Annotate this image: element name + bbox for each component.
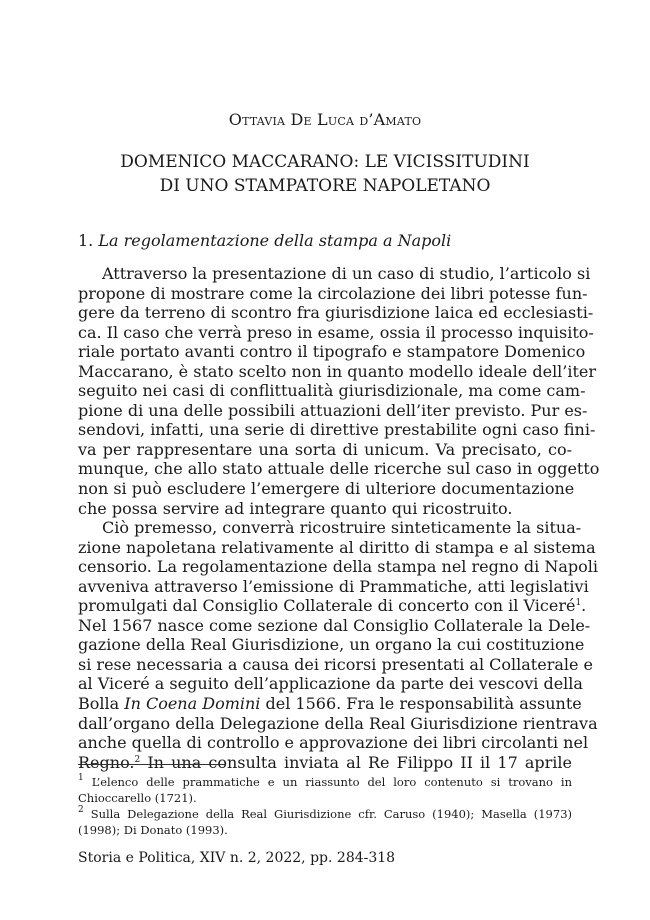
- text-line: Ciò premesso, converrà ricostruire sinteticamente la situa-: [102, 518, 582, 538]
- footnote-1: [78, 774, 572, 806]
- text-line: [78, 694, 582, 714]
- section-number: 1.: [78, 231, 94, 250]
- text-line: Maccarano, è stato scelto non in quanto modello ideale dell’iter: [78, 361, 597, 381]
- text-fragment: del 1566. Fra le responsabilità assunte: [260, 694, 582, 714]
- footnote-line: Chioccarello (1721).: [78, 791, 197, 805]
- footnotes: [78, 774, 572, 838]
- text-line: gere da terreno di scontro fra giurisdizione laica ed ecclesiasti-: [78, 303, 594, 323]
- footnote-divider: [78, 764, 226, 765]
- text-line: Nel 1567 nasce come sezione dal Consiglio Collaterale la Dele-: [78, 615, 591, 635]
- text-fragment: In una consulta inviata al Re Filippo II il 17 aprile: [140, 752, 572, 772]
- body-text: [78, 264, 600, 772]
- text-line: non si può escludere l’emergere di ulteriore documentazione: [78, 479, 575, 499]
- text-line: riale portato avanti contro il tipografo e stampatore Domenico: [78, 342, 586, 362]
- text-line: avveniva attraverso l’emissione di Prammatiche, atti legislativi: [78, 576, 589, 596]
- footnote-line: [78, 774, 572, 790]
- text-line: che possa servire ad integrare quanto qui ricostruito.: [78, 498, 513, 518]
- text-line: va per rappresentare una sorta di unicum. Va precisato, co-: [78, 439, 572, 459]
- text-line: Attraverso la presentazione di un caso di studio, l’articolo si: [102, 264, 591, 283]
- footnote-mark: 2: [78, 805, 84, 815]
- text-line: propone di mostrare come la circolazione dei libri potesse fun-: [78, 283, 588, 303]
- text-line: gazione della Real Giurisdizione, un organo la cui costituzione: [78, 635, 585, 655]
- footnote-text: L’elenco delle prammatiche e un riassunto del loro contenuto si trovano in: [91, 775, 573, 789]
- text-line: censorio. La regolamentazione della stampa nel regno di Napoli: [78, 557, 598, 577]
- author-name: Ottavia De Luca d’Amato: [228, 110, 422, 129]
- text-line: anche quella di controllo e approvazione dei libri circolanti nel: [78, 733, 589, 753]
- article-title: [0, 150, 650, 198]
- title-line-1: DOMENICO MACCARANO: LE VICISSITUDINI: [120, 152, 530, 172]
- text-line: pione di una delle possibili attuazioni dell’iter previsto. Pur es-: [78, 400, 588, 420]
- journal-citation: Storia e Politica, XIV n. 2, 2022, pp. 284-318: [78, 850, 396, 866]
- footnote-ref-2[interactable]: 2: [134, 754, 141, 765]
- text-fragment: Regno.: [78, 752, 135, 772]
- text-line: zione napoletana relativamente al diritto di stampa e al sistema: [78, 537, 596, 557]
- section-title: La regolamentazione della stampa a Napoli: [98, 231, 452, 250]
- footnote-line: (1998); Di Donato (1993).: [78, 823, 228, 837]
- section-heading: [78, 231, 451, 250]
- text-line: sendovi, infatti, una serie di direttive prestabilite ogni caso fini-: [78, 420, 596, 440]
- text-line: [78, 753, 572, 773]
- text-line: dall’organo della Delegazione della Real Giurisdizione rientrava: [78, 713, 598, 733]
- title-line-2: DI UNO STAMPATORE NAPOLETANO: [159, 176, 491, 196]
- text-line: promulgati dal Consiglio Collaterale di concerto con il Viceré$^1$.: [78, 596, 587, 616]
- paragraph-1: [78, 264, 600, 518]
- text-fragment: promulgati dal Consiglio Collaterale di concerto con il Viceré: [78, 596, 576, 616]
- footnote-text: Sulla Delegazione della Real Giurisdizione cfr. Caruso (1940); Masella (1973): [90, 807, 572, 821]
- bolla-title: In Coena Domini: [124, 694, 261, 714]
- paragraph-2: [78, 518, 598, 772]
- footnote-mark: 1: [78, 773, 84, 783]
- footnote-2: [78, 806, 572, 838]
- footnote-ref-1[interactable]: 1: [575, 598, 582, 609]
- text-line: si rese necessaria a causa dei ricorsi presentati al Collaterale e: [78, 654, 594, 674]
- text-line: munque, che allo stato attuale delle ricerche sul caso in oggetto: [78, 459, 600, 479]
- text-line: ca. Il caso che verrà preso in esame, ossia il processo inquisito-: [78, 322, 594, 342]
- text-line: seguito nei casi di conflittualità giurisdizionale, ma come cam-: [78, 381, 586, 401]
- text-fragment: Bolla: [78, 694, 125, 714]
- footnote-line: [78, 806, 572, 822]
- text-line: al Viceré a seguito dell’applicazione da parte dei vescovi della: [78, 674, 583, 694]
